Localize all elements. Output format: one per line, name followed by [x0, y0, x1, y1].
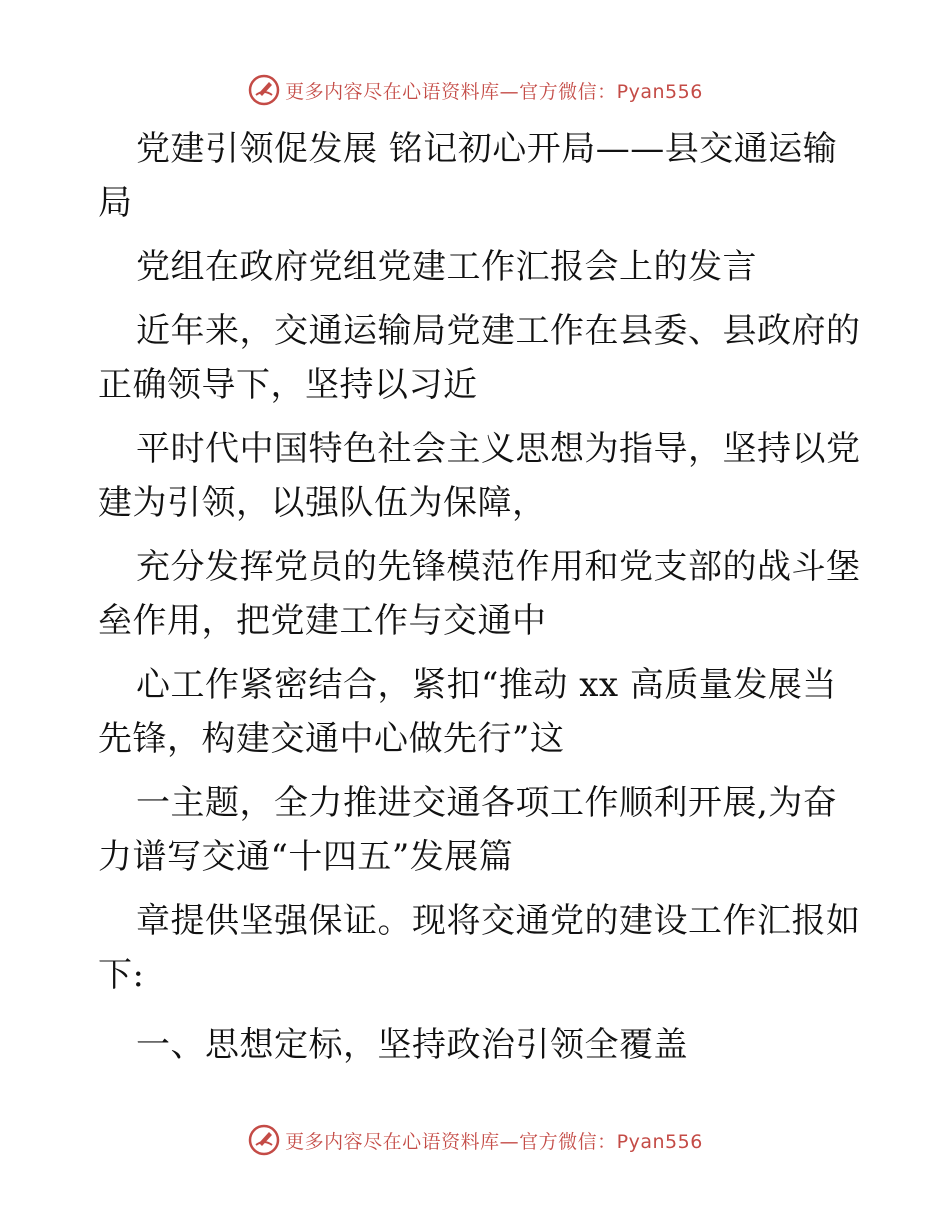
book-pen-logo-icon [247, 73, 281, 107]
paragraph-line: 垒作用，把党建工作与交通中 [98, 601, 547, 641]
paragraph-line: 心工作紧密结合，紧扣“推动 xx 高质量发展当 [136, 665, 837, 705]
footer-watermark [0, 1120, 950, 1160]
paragraph-line: 近年来，交通运输局党建工作在县委、县政府的 [136, 311, 861, 351]
paragraph-line: 章提供坚强保证。现将交通党的建设工作汇报如 [136, 901, 861, 941]
document-body [98, 122, 861, 1072]
paragraph-line: 下: [98, 955, 145, 995]
section-heading: 一、思想定标，坚持政治引领全覆盖 [136, 1025, 688, 1065]
watermark-text: 更多内容尽在心语资料库—官方微信：Pyan556 [285, 80, 703, 103]
paragraph-line: 力谱写交通“十四五”发展篇 [98, 837, 514, 877]
book-pen-logo-icon [247, 1123, 281, 1157]
paragraph-line: 建为引领，以强队伍为保障， [98, 483, 547, 523]
subtitle-line: 党组在政府党组党建工作汇报会上的发言 [136, 247, 757, 287]
paragraph-line: 正确领导下，坚持以习近 [98, 365, 478, 405]
paragraph-line: 先锋，构建交通中心做先行”这 [98, 719, 565, 759]
watermark-text: 更多内容尽在心语资料库—官方微信：Pyan556 [285, 1130, 703, 1153]
paragraph-line: 平时代中国特色社会主义思想为指导，坚持以党 [136, 429, 861, 469]
paragraph-line: 充分发挥党员的先锋模范作用和党支部的战斗堡 [136, 547, 861, 587]
paragraph-line: 一主题，全力推进交通各项工作顺利开展,为奋 [136, 783, 838, 823]
title-line-1: 党建引领促发展 铭记初心开局——县交通运输 [136, 129, 838, 169]
header-watermark [0, 70, 950, 110]
title-line-2: 局 [98, 183, 133, 223]
